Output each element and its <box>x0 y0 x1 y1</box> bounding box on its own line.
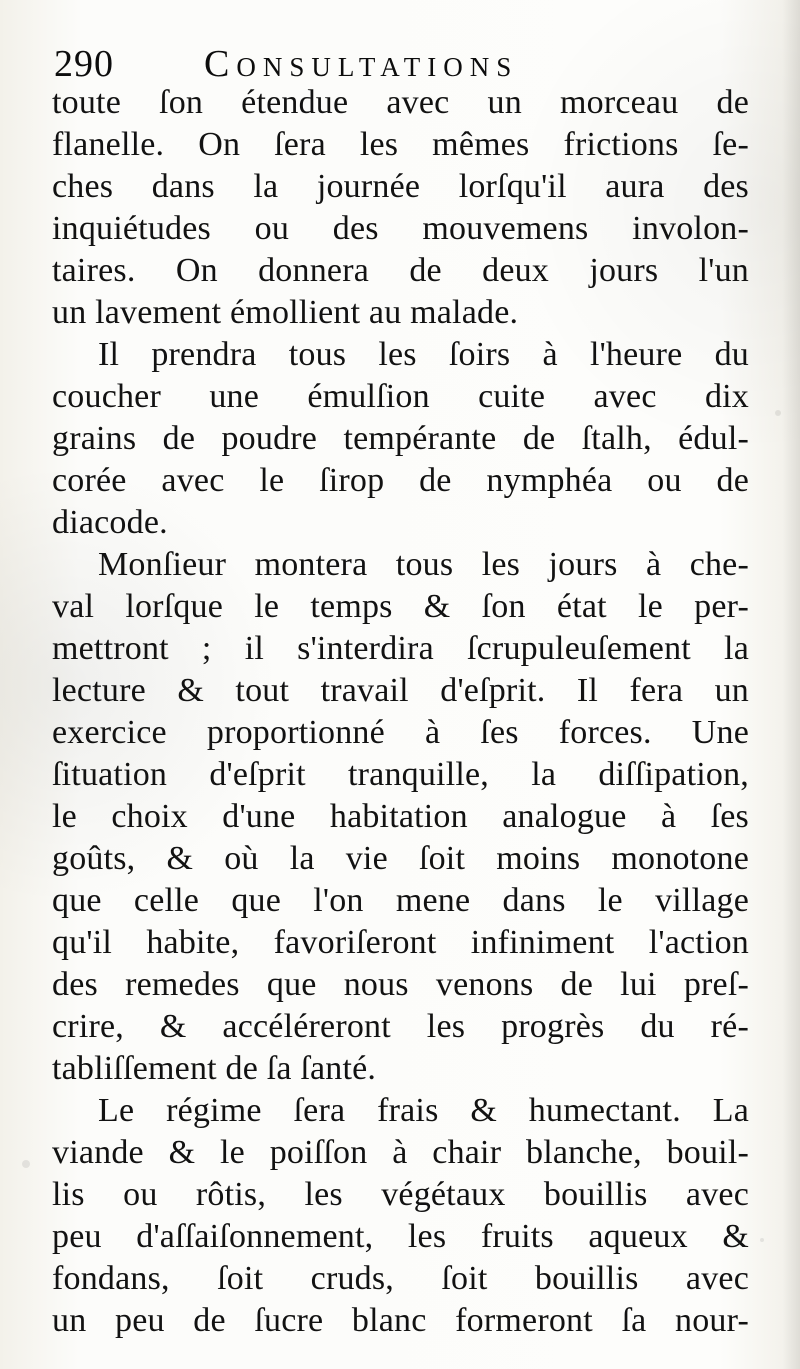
text-line: des remedes que nous venons de lui preſ- <box>52 966 749 1003</box>
text-line: un peu de ſucre blanc formeront ſa nour- <box>52 1302 749 1339</box>
page-header <box>54 42 674 86</box>
paragraph-start-line: Il prendra tous les ſoirs à l'heure du <box>98 336 749 373</box>
text-line: toute ſon étendue avec un morceau de <box>52 84 749 121</box>
text-line: exercice proportionné à ſes forces. Une <box>52 714 749 751</box>
main-text <box>52 82 749 1342</box>
paragraph-start-line: Monſieur montera tous les jours à che- <box>98 546 749 583</box>
text-line: grains de poudre tempérante de ſtalh, édul- <box>52 420 749 457</box>
text-line: le choix d'une habitation analogue à ſes <box>52 798 749 835</box>
text-line: inquiétudes ou des mouvemens involon- <box>52 210 749 247</box>
paper-speck <box>760 1238 764 1242</box>
paragraph-start-line: Le régime ſera frais & humectant. La <box>98 1092 749 1129</box>
text-line: mettront ; il s'interdira ſcrupuleuſement la <box>52 630 749 667</box>
text-line: coucher une émulſion cuite avec dix <box>52 378 749 415</box>
text-line: goûts, & où la vie ſoit moins monotone <box>52 840 749 877</box>
text-line: taires. On donnera de deux jours l'un <box>52 252 749 289</box>
paper-speck <box>22 1160 30 1168</box>
running-head: Consultations <box>204 43 519 85</box>
text-line: corée avec le ſirop de nymphéa ou de <box>52 462 749 499</box>
text-line: flanelle. On ſera les mêmes frictions ſe- <box>52 126 749 163</box>
text-line: tabliſſement de ſa ſanté. <box>52 1050 377 1087</box>
text-line: fondans, ſoit cruds, ſoit bouillis avec <box>52 1260 749 1297</box>
text-line: qu'il habite, favoriſeront infiniment l'action <box>52 924 749 961</box>
text-line: peu d'aſſaiſonnement, les fruits aqueux & <box>52 1218 749 1255</box>
text-line: ches dans la journée lorſqu'il aura des <box>52 168 749 205</box>
page-number: 290 <box>54 43 114 85</box>
paper-speck <box>775 410 781 416</box>
text-line: ſituation d'eſprit tranquille, la diſſipation, <box>52 756 749 793</box>
text-line: lecture & tout travail d'eſprit. Il fera un <box>52 672 749 709</box>
text-line: viande & le poiſſon à chair blanche, bouil- <box>52 1134 749 1171</box>
text-line: un lavement émollient au malade. <box>52 294 519 331</box>
text-line: lis ou rôtis, les végétaux bouillis avec <box>52 1176 749 1213</box>
text-line: val lorſque le temps & ſon état le per- <box>52 588 749 625</box>
text-line: diacode. <box>52 504 168 541</box>
text-line: crire, & accéléreront les progrès du ré- <box>52 1008 749 1045</box>
page-edge-shadow <box>782 0 800 1369</box>
text-line: que celle que l'on mene dans le village <box>52 882 749 919</box>
